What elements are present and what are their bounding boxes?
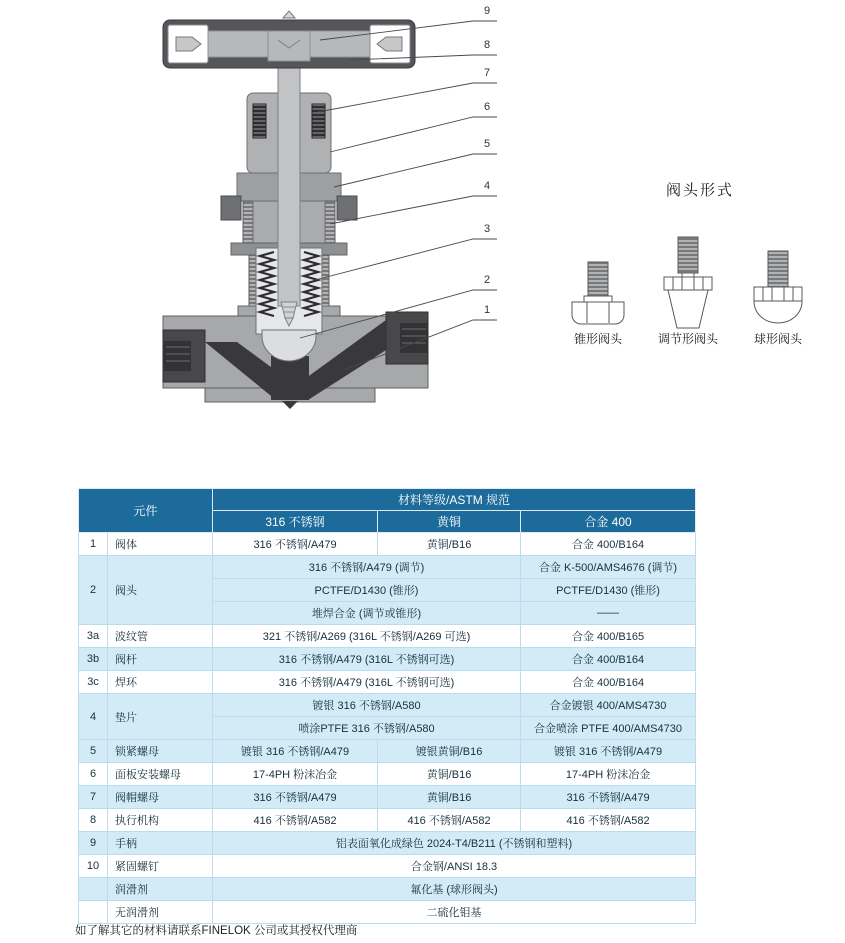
valve-head-type-drawings	[572, 237, 802, 328]
row-num: 1	[79, 533, 108, 556]
cell-brass: 镀银黄铜/B16	[378, 740, 521, 763]
cell-all-materials: 二硫化钼基	[213, 901, 696, 924]
table-row-handle	[79, 832, 696, 855]
component-name-cell: 阀体	[108, 533, 213, 556]
header-brass: 黄铜	[378, 511, 521, 533]
callout-8: 8	[483, 39, 491, 51]
row-num: 5	[79, 740, 108, 763]
cell-316: 316 不锈钢/A479	[213, 533, 378, 556]
row-num: 10	[79, 855, 108, 878]
table-row-bonnet-nut	[79, 786, 696, 809]
row-num: 4	[79, 694, 108, 740]
cell-all-materials: 氟化基 (球形阀头)	[213, 878, 696, 901]
component-name-cell: 锁紧螺母	[108, 740, 213, 763]
callout-9: 9	[483, 5, 491, 17]
component-name-cell: 垫片	[108, 694, 213, 740]
cell-brass: 黄铜/B16	[378, 533, 521, 556]
ball-head-drawing	[754, 251, 802, 323]
component-name-cell: 润滑剂	[108, 878, 213, 901]
callout-3: 3	[483, 223, 491, 235]
cell-316: 17-4PH 粉沫冶金	[213, 763, 378, 786]
cell-alloy: 镀银 316 不锈钢/A479	[521, 740, 696, 763]
table-row-actuator	[79, 809, 696, 832]
table-header-row-1	[79, 489, 696, 511]
table-row-weld-ring	[79, 671, 696, 694]
row-num: 3b	[79, 648, 108, 671]
callout-4: 4	[483, 180, 491, 192]
cell-alloy: 416 不锈钢/A582	[521, 809, 696, 832]
cell-316: 镀银 316 不锈钢/A479	[213, 740, 378, 763]
cone-head-drawing	[572, 262, 624, 324]
table-row-bellows	[79, 625, 696, 648]
cell-316: 316 不锈钢/A479	[213, 786, 378, 809]
row-num: 9	[79, 832, 108, 855]
header-alloy-400: 合金 400	[521, 511, 696, 533]
cell-alloy: ——	[521, 602, 696, 625]
cell-alloy: PCTFE/D1430 (锥形)	[521, 579, 696, 602]
cell-alloy: 合金 400/B164	[521, 533, 696, 556]
cell-alloy: 17-4PH 粉沫冶金	[521, 763, 696, 786]
cone-head-label: 锥形阀头	[573, 332, 622, 346]
table-row-panel-nut	[79, 763, 696, 786]
cell-alloy: 合金 400/B164	[521, 648, 696, 671]
row-num: 2	[79, 556, 108, 625]
cell-alloy: 合金 400/B165	[521, 625, 696, 648]
cell-brass: 黄铜/B16	[378, 763, 521, 786]
callout-2: 2	[483, 274, 491, 286]
cell-all-materials: 铝表面氧化成绿色 2024-T4/B211 (不锈钢和塑料)	[213, 832, 696, 855]
cell-316-brass: 321 不锈钢/A269 (316L 不锈钢/A269 可选)	[213, 625, 521, 648]
cell-316-brass: 316 不锈钢/A479 (316L 不锈钢可选)	[213, 671, 521, 694]
contact-footnote: 如了解其它的材料请联系FINELOK 公司或其授权代理商	[75, 925, 358, 937]
table-row-gasket	[79, 694, 696, 717]
table-row-lubricant	[79, 878, 696, 901]
component-name-cell: 无润滑剂	[108, 901, 213, 924]
table-row-lock-nut	[79, 740, 696, 763]
component-name-cell: 阀帽螺母	[108, 786, 213, 809]
valve-head-section-title: 阀头形式	[665, 182, 734, 199]
cell-316-brass: 316 不锈钢/A479 (316L 不锈钢可选)	[213, 648, 521, 671]
table-row-set-screw	[79, 855, 696, 878]
component-name-cell: 面板安装螺母	[108, 763, 213, 786]
header-316-stainless: 316 不锈钢	[213, 511, 378, 533]
cell-brass: 黄铜/B16	[378, 786, 521, 809]
component-name-cell: 执行机构	[108, 809, 213, 832]
cell-316-brass: 镀银 316 不锈钢/A580	[213, 694, 521, 717]
row-num: 6	[79, 763, 108, 786]
header-material-spec: 材料等级/ASTM 规范	[213, 489, 696, 511]
cell-all-materials: 合金钢/ANSI 18.3	[213, 855, 696, 878]
callout-1: 1	[483, 304, 491, 316]
ball-head-label: 球形阀头	[753, 332, 802, 346]
component-name-cell: 阀杆	[108, 648, 213, 671]
t-handle	[163, 11, 415, 68]
row-num: 3a	[79, 625, 108, 648]
regulating-head-drawing	[664, 237, 712, 328]
cell-alloy: 合金 K-500/AMS4676 (调节)	[521, 556, 696, 579]
row-num	[79, 901, 108, 924]
table-row-body	[79, 533, 696, 556]
component-name-cell: 焊环	[108, 671, 213, 694]
component-name-cell: 阀头	[108, 556, 213, 625]
cell-alloy: 合金 400/B164	[521, 671, 696, 694]
row-num	[79, 878, 108, 901]
cell-alloy: 合金喷涂 PTFE 400/AMS4730	[521, 717, 696, 740]
cell-alloy: 316 不锈钢/A479	[521, 786, 696, 809]
cell-316-brass: 堆焊合金 (调节或锥形)	[213, 602, 521, 625]
cell-316-brass: 316 不锈钢/A479 (调节)	[213, 556, 521, 579]
callout-6: 6	[483, 101, 491, 113]
cell-316-brass: 喷涂PTFE 316 不锈钢/A580	[213, 717, 521, 740]
component-name-cell: 手柄	[108, 832, 213, 855]
cell-316: 416 不锈钢/A582	[213, 809, 378, 832]
row-num: 7	[79, 786, 108, 809]
table-row-no-lubricant	[79, 901, 696, 924]
header-component: 元件	[79, 489, 213, 533]
cell-brass: 416 不锈钢/A582	[378, 809, 521, 832]
row-num: 3c	[79, 671, 108, 694]
callout-7: 7	[483, 67, 491, 79]
component-name-cell: 紧固螺钉	[108, 855, 213, 878]
table-row-stem	[79, 648, 696, 671]
table-row-valve-head	[79, 556, 696, 579]
regulating-head-label: 调节形阀头	[657, 332, 718, 346]
row-num: 8	[79, 809, 108, 832]
valve-cross-section-diagram	[0, 0, 845, 470]
materials-table	[78, 488, 696, 924]
cell-316-brass: PCTFE/D1430 (锥形)	[213, 579, 521, 602]
callout-5: 5	[483, 138, 491, 150]
component-name-cell: 波纹管	[108, 625, 213, 648]
cell-alloy: 合金镀银 400/AMS4730	[521, 694, 696, 717]
